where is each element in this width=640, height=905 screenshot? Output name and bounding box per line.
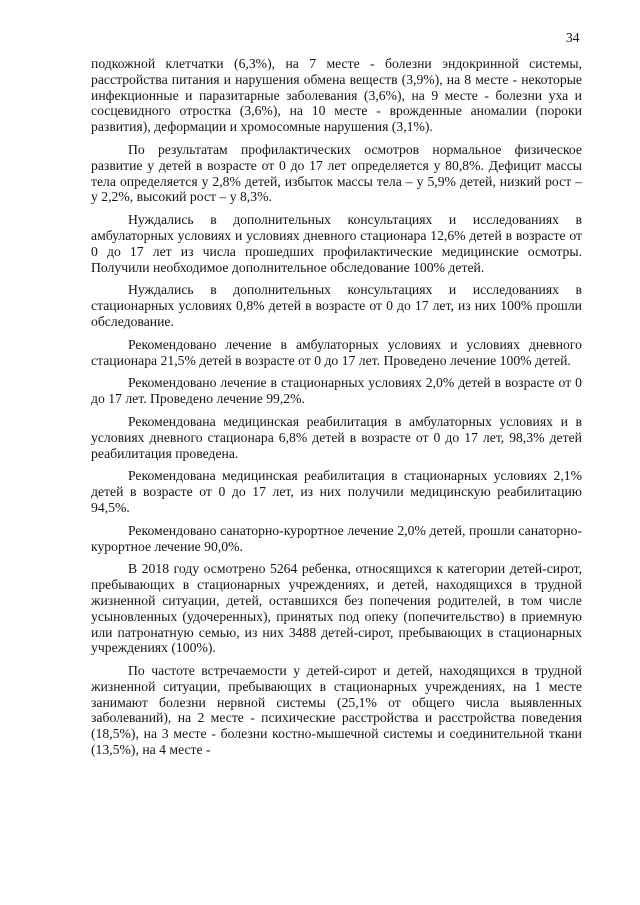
paragraph-inpatient-rehabilitation: Рекомендована медицинская реабилитация в стационарных условиях 2,1% детей в возрасте от 0 до 17 лет, из них получили медицинскую реабилитацию 94,5%.: [91, 468, 582, 515]
paragraph-orphans-disease-ranking: По частоте встречаемости у детей-сирот и детей, находящихся в трудной жизненной ситуации, пребывающих в стационарных учреждениях, на 1 месте занимают болезни нервной системы (25,1% от общего числа выявленных заболеваний), на 2 месте - психические расстройства и расстройства поведения (18,5%), на 3 месте - болезни костно-мышечной системы и соединительной ткани (13,5%), на 4 месте -: [91, 663, 582, 758]
paragraph-sanatorium-treatment: Рекомендовано санаторно-курортное лечение 2,0% детей, прошли санаторно-курортное лечение 90,0%.: [91, 522, 582, 554]
page-number: 34: [566, 30, 580, 45]
paragraph-inpatient-treatment: Рекомендовано лечение в стационарных условиях 2,0% детей в возрасте от 0 до 17 лет. Проведено лечение 99,2%.: [91, 375, 582, 407]
paragraph-inpatient-consultations: Нуждались в дополнительных консультациях и исследованиях в стационарных условиях 0,8% детей в возрасте от 0 до 17 лет, из них 100% прошли обследование.: [91, 282, 582, 329]
paragraph-orphans-examined: В 2018 году осмотрено 5264 ребенка, относящихся к категории детей-сирот, пребывающих в стационарных учреждениях, и детей, находящихся в трудной жизненной ситуации, детей, оставшихся без попечения родителей, в том числе усыновленных (удочеренных), принятых под опеку (попечительство) в приемную или патронатную семью, из них 3488 детей-сирот, пребывающих в стационарных учреждениях (100%).: [91, 561, 582, 656]
paragraph-outpatient-consultations: Нуждались в дополнительных консультациях и исследованиях в амбулаторных условиях и условиях дневного стационара 12,6% детей в возрасте от 0 до 17 лет из числа прошедших профилактические медицинские осмотры. Получили необходимое дополнительное обследование 100% детей.: [91, 212, 582, 275]
paragraph-physical-development: По результатам профилактических осмотров нормальное физическое развитие у детей в возрасте от 0 до 17 лет определяется у 80,8%. Дефицит массы тела определяется у 2,8% детей, избыток массы тела – у 5,9% детей, низкий рост – у 2,2%, высокий рост – у 8,3%.: [91, 141, 582, 205]
paragraph-outpatient-treatment: Рекомендовано лечение в амбулаторных условиях и условиях дневного стационара 21,5% детей в возрасте от 0 до 17 лет. Проведено лечение 100% детей.: [91, 336, 582, 368]
paragraph-disease-ranking-continued: подкожной клетчатки (6,3%), на 7 месте - болезни эндокринной системы, расстройства питания и нарушения обмена веществ (3,9%), на 8 месте - некоторые инфекционные и паразитарные заболевания (3,6%), на 9 месте - болезни уха и сосцевидного отростка (3,6%), на 10 месте - врожденные аномалии (пороки развития), деформации и хромосомные нарушения (3,1%).: [91, 56, 582, 135]
document-body: [91, 56, 582, 758]
paragraph-outpatient-rehabilitation: Рекомендована медицинская реабилитация в амбулаторных условиях и в условиях дневного стационара 6,8% детей в возрасте от 0 до 17 лет, 98,3% детей реабилитация проведена.: [91, 413, 582, 461]
